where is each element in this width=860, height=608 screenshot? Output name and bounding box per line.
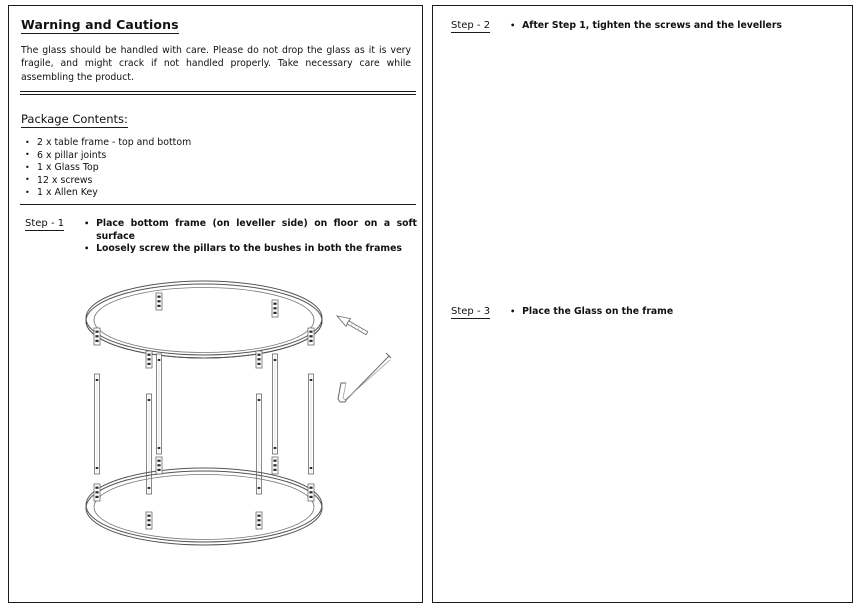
step-1-item: • Place bottom frame (on leveller side) on floor on a soft surface [82, 218, 417, 243]
top-frame-ring [86, 281, 322, 358]
section-divider-double [20, 91, 416, 95]
allen-key-icon [338, 353, 391, 402]
list-item: • 12 x screws [21, 175, 411, 188]
screw-icon [335, 312, 369, 337]
warning-block [21, 14, 411, 84]
pillar-joints [94, 354, 313, 494]
step-2-item: • After Step 1, tighten the screws and the levellers [508, 20, 847, 33]
step-2-instructions [508, 20, 847, 33]
step-1-instructions [82, 218, 417, 256]
step-3-item: • Place the Glass on the frame [508, 306, 847, 319]
step-3-label: Step - 3 [451, 306, 491, 317]
section-divider-single [20, 204, 416, 205]
step-1-row [25, 218, 417, 256]
step-2-row [451, 20, 847, 33]
list-item: • 2 x table frame - top and bottom [21, 137, 411, 150]
left-panel [8, 5, 423, 603]
step-1-label: Step - 1 [25, 218, 65, 229]
list-item: • 1 x Allen Key [21, 187, 411, 200]
top-frame-bushes [94, 293, 314, 368]
step-1-item: • Loosely screw the pillars to the bushes in both the frames [82, 243, 417, 256]
package-contents-list [21, 137, 411, 200]
step-1-figure [79, 276, 409, 556]
step-3-instructions [508, 306, 847, 319]
step-3-row [451, 306, 847, 319]
warning-body: The glass should be handled with care. Please do not drop the glass as it is very fragile, and might crack if not handled properly. Take necessary care while assembling the product. [21, 45, 411, 83]
right-panel [432, 5, 853, 603]
list-item: • 6 x pillar joints [21, 150, 411, 163]
warning-heading: Warning and Cautions [21, 17, 179, 32]
step-2-label: Step - 2 [451, 20, 491, 31]
list-item: • 1 x Glass Top [21, 162, 411, 175]
package-contents-block [21, 108, 411, 200]
package-contents-heading: Package Contents: [21, 112, 128, 126]
bottom-frame-ring [86, 468, 322, 545]
